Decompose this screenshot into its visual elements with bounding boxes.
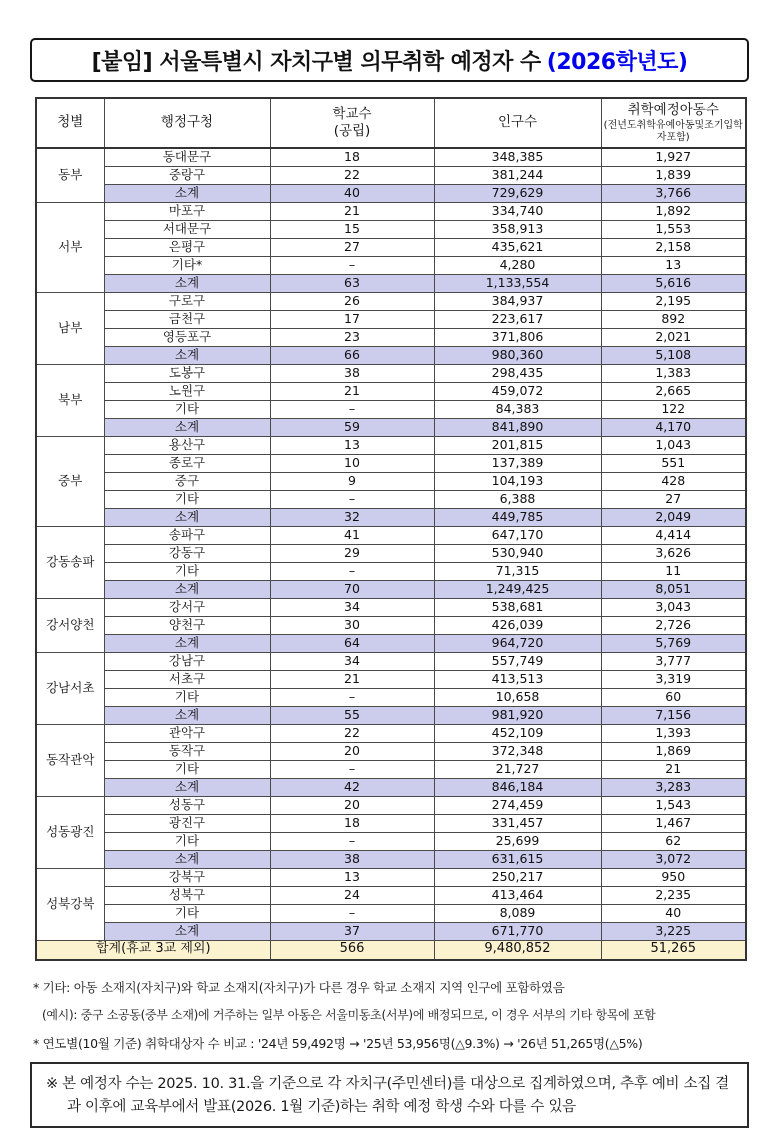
children-cell: 62 [601,832,746,850]
subtotal-population-cell: 846,184 [434,778,601,796]
subtotal-label-cell: 소계 [104,346,270,364]
subtotal-row [36,634,746,652]
district-cell: 동작구 [104,742,270,760]
region-cell: 강서양천 [36,598,104,652]
header-district: 행정구청 [104,98,270,148]
population-cell: 459,072 [434,382,601,400]
children-cell: 4,414 [601,526,746,544]
children-cell: 950 [601,868,746,886]
children-cell: 1,553 [601,220,746,238]
subtotal-children-cell: 2,049 [601,508,746,526]
schools-cell: 9 [270,472,434,490]
region-cell: 동부 [36,148,104,202]
table-row [36,454,746,472]
subtotal-population-cell: 964,720 [434,634,601,652]
schools-cell: – [270,904,434,922]
subtotal-row [36,580,746,598]
population-cell: 435,621 [434,238,601,256]
table-header-row [36,98,746,148]
population-cell: 381,244 [434,166,601,184]
table-row [36,598,746,616]
subtotal-row [36,418,746,436]
children-cell: 1,543 [601,796,746,814]
population-cell: 334,740 [434,202,601,220]
population-cell: 538,681 [434,598,601,616]
schools-cell: – [270,760,434,778]
district-cell: 서초구 [104,670,270,688]
population-cell: 372,348 [434,742,601,760]
schools-cell: 18 [270,814,434,832]
population-cell: 104,193 [434,472,601,490]
table-row [36,904,746,922]
schools-cell: 21 [270,382,434,400]
header-schools-line2: (공립) [333,123,371,139]
table-row [36,328,746,346]
table-row [36,688,746,706]
header-children-line1: 취학예정아동수 [627,101,719,118]
children-cell: 1,892 [601,202,746,220]
subtotal-label-cell: 소계 [104,274,270,292]
total-children-cell: 51,265 [601,940,746,960]
total-row [36,940,746,960]
population-cell: 530,940 [434,544,601,562]
table-row [36,760,746,778]
children-cell: 892 [601,310,746,328]
population-cell: 10,658 [434,688,601,706]
population-cell: 250,217 [434,868,601,886]
table-row [36,544,746,562]
district-cell: 기타* [104,256,270,274]
header-schools [270,98,434,148]
subtotal-schools-cell: 55 [270,706,434,724]
population-cell: 84,383 [434,400,601,418]
district-cell: 성북구 [104,886,270,904]
subtotal-population-cell: 671,770 [434,922,601,940]
subtotal-row [36,274,746,292]
table-row [36,796,746,814]
schools-cell: 21 [270,670,434,688]
subtotal-label-cell: 소계 [104,580,270,598]
total-population-cell: 9,480,852 [434,940,601,960]
children-cell: 27 [601,490,746,508]
header-children [601,98,746,148]
district-cell: 용산구 [104,436,270,454]
children-cell: 1,467 [601,814,746,832]
subtotal-population-cell: 1,133,554 [434,274,601,292]
children-cell: 2,158 [601,238,746,256]
document-title [30,38,749,82]
table-row [36,652,746,670]
header-population: 인구수 [434,98,601,148]
subtotal-children-cell: 8,051 [601,580,746,598]
schools-cell: 34 [270,652,434,670]
population-cell: 452,109 [434,724,601,742]
subtotal-label-cell: 소계 [104,508,270,526]
schools-cell: 38 [270,364,434,382]
population-cell: 358,913 [434,220,601,238]
schools-cell: – [270,400,434,418]
table-row [36,382,746,400]
table-row [36,472,746,490]
district-cell: 성동구 [104,796,270,814]
population-cell: 274,459 [434,796,601,814]
note-box [30,1062,749,1128]
schools-cell: – [270,490,434,508]
footnote-example: (예시): 중구 소공동(중부 소재)에 거주하는 일부 아동은 서울미동초(서부)에 배정되므로, 이 경우 서부의 기타 항목에 포함 [42,1008,656,1022]
district-cell: 마포구 [104,202,270,220]
subtotal-row [36,346,746,364]
schools-cell: 15 [270,220,434,238]
district-cell: 기타 [104,688,270,706]
schools-cell: – [270,562,434,580]
district-cell: 관악구 [104,724,270,742]
children-cell: 2,665 [601,382,746,400]
region-cell: 성북강북 [36,868,104,940]
district-cell: 영등포구 [104,328,270,346]
subtotal-children-cell: 3,283 [601,778,746,796]
subtotal-children-cell: 3,225 [601,922,746,940]
table-row [36,526,746,544]
district-cell: 강동구 [104,544,270,562]
district-cell: 광진구 [104,814,270,832]
children-cell: 1,927 [601,148,746,166]
district-cell: 강북구 [104,868,270,886]
table-row [36,166,746,184]
region-cell: 남부 [36,292,104,364]
table-row [36,724,746,742]
schools-cell: 17 [270,310,434,328]
schools-cell: 18 [270,148,434,166]
table-row [36,562,746,580]
subtotal-schools-cell: 42 [270,778,434,796]
subtotal-label-cell: 소계 [104,634,270,652]
title-year: (2026학년도) [546,49,688,75]
district-cell: 기타 [104,400,270,418]
subtotal-children-cell: 5,108 [601,346,746,364]
subtotal-population-cell: 981,920 [434,706,601,724]
population-cell: 331,457 [434,814,601,832]
subtotal-population-cell: 841,890 [434,418,601,436]
subtotal-label-cell: 소계 [104,184,270,202]
children-cell: 1,043 [601,436,746,454]
population-cell: 384,937 [434,292,601,310]
subtotal-label-cell: 소계 [104,850,270,868]
schools-cell: – [270,256,434,274]
subtotal-children-cell: 3,072 [601,850,746,868]
subtotal-population-cell: 980,360 [434,346,601,364]
population-cell: 8,089 [434,904,601,922]
schools-cell: 22 [270,166,434,184]
subtotal-population-cell: 449,785 [434,508,601,526]
district-cell: 은평구 [104,238,270,256]
subtotal-schools-cell: 59 [270,418,434,436]
children-cell: 13 [601,256,746,274]
title-text: [붙임] 서울특별시 자치구별 의무취학 예정자 수 [91,49,541,75]
district-cell: 종로구 [104,454,270,472]
children-cell: 2,235 [601,886,746,904]
children-cell: 3,777 [601,652,746,670]
children-cell: 2,195 [601,292,746,310]
footnote-etc: * 기타: 아동 소재지(자치구)와 학교 소재지(자치구)가 다른 경우 학교 소재지 지역 인구에 포함하였음 [33,980,565,995]
district-cell: 기타 [104,562,270,580]
total-schools-cell: 566 [270,940,434,960]
table-row [36,832,746,850]
population-cell: 4,280 [434,256,601,274]
district-cell: 기타 [104,490,270,508]
children-cell: 3,043 [601,598,746,616]
table-row [36,886,746,904]
children-cell: 1,393 [601,724,746,742]
children-cell: 1,839 [601,166,746,184]
subtotal-schools-cell: 37 [270,922,434,940]
district-cell: 강서구 [104,598,270,616]
children-cell: 40 [601,904,746,922]
population-cell: 25,699 [434,832,601,850]
subtotal-population-cell: 1,249,425 [434,580,601,598]
district-cell: 동대문구 [104,148,270,166]
district-cell: 양천구 [104,616,270,634]
population-cell: 71,315 [434,562,601,580]
population-cell: 557,749 [434,652,601,670]
children-cell: 2,021 [601,328,746,346]
population-cell: 647,170 [434,526,601,544]
population-cell: 413,513 [434,670,601,688]
subtotal-row [36,706,746,724]
children-cell: 3,319 [601,670,746,688]
region-cell: 강동송파 [36,526,104,598]
children-cell: 60 [601,688,746,706]
population-cell: 6,388 [434,490,601,508]
header-children-line2: (전년도취학유예아동및조기입학자포함) [603,120,743,143]
population-cell: 371,806 [434,328,601,346]
subtotal-label-cell: 소계 [104,418,270,436]
schools-cell: 34 [270,598,434,616]
children-cell: 122 [601,400,746,418]
header-region: 청별 [36,98,104,148]
region-cell: 중부 [36,436,104,526]
region-cell: 강남서초 [36,652,104,724]
table-row [36,670,746,688]
table-row [36,490,746,508]
district-cell: 강남구 [104,652,270,670]
subtotal-children-cell: 4,170 [601,418,746,436]
table-row [36,202,746,220]
district-cell: 구로구 [104,292,270,310]
subtotal-schools-cell: 40 [270,184,434,202]
region-cell: 북부 [36,364,104,436]
children-cell: 11 [601,562,746,580]
table-row [36,868,746,886]
population-cell: 413,464 [434,886,601,904]
subtotal-children-cell: 5,616 [601,274,746,292]
schools-cell: 23 [270,328,434,346]
subtotal-schools-cell: 63 [270,274,434,292]
children-cell: 3,626 [601,544,746,562]
subtotal-children-cell: 3,766 [601,184,746,202]
district-cell: 중구 [104,472,270,490]
district-cell: 중랑구 [104,166,270,184]
table-row [36,292,746,310]
subtotal-population-cell: 631,615 [434,850,601,868]
table-row [36,148,746,166]
table-row [36,256,746,274]
table-row [36,238,746,256]
district-cell: 기타 [104,832,270,850]
schools-cell: – [270,688,434,706]
subtotal-schools-cell: 66 [270,346,434,364]
subtotal-children-cell: 5,769 [601,634,746,652]
subtotal-schools-cell: 70 [270,580,434,598]
population-cell: 298,435 [434,364,601,382]
table-row [36,616,746,634]
schools-cell: 20 [270,742,434,760]
enrollment-table [35,97,747,961]
schools-cell: 30 [270,616,434,634]
population-cell: 201,815 [434,436,601,454]
schools-cell: – [270,832,434,850]
district-cell: 도봉구 [104,364,270,382]
children-cell: 1,869 [601,742,746,760]
schools-cell: 21 [270,202,434,220]
region-cell: 성동광진 [36,796,104,868]
table-row [36,310,746,328]
schools-cell: 26 [270,292,434,310]
table-row [36,220,746,238]
subtotal-schools-cell: 38 [270,850,434,868]
subtotal-row [36,184,746,202]
district-cell: 금천구 [104,310,270,328]
subtotal-label-cell: 소계 [104,922,270,940]
district-cell: 노원구 [104,382,270,400]
table-row [36,364,746,382]
enrollment-table-body [36,148,746,960]
subtotal-schools-cell: 32 [270,508,434,526]
subtotal-label-cell: 소계 [104,778,270,796]
schools-cell: 13 [270,868,434,886]
children-cell: 1,383 [601,364,746,382]
schools-cell: 10 [270,454,434,472]
children-cell: 2,726 [601,616,746,634]
region-cell: 서부 [36,202,104,292]
schools-cell: 22 [270,724,434,742]
footnote-yearly-comparison: * 연도별(10월 기준) 취학대상자 수 비교 : '24년 59,492명 → '25년 53,956명(△9.3%) → '26년 51,265명(△5%) [33,1036,643,1051]
children-cell: 428 [601,472,746,490]
district-cell: 서대문구 [104,220,270,238]
subtotal-schools-cell: 64 [270,634,434,652]
schools-cell: 29 [270,544,434,562]
table-row [36,436,746,454]
population-cell: 137,389 [434,454,601,472]
table-row [36,814,746,832]
total-label-cell: 합계(휴교 3교 제외) [36,940,270,960]
subtotal-label-cell: 소계 [104,706,270,724]
note-text: ※ 본 예정자 수는 2025. 10. 31.을 기준으로 각 자치구(주민센터)를 대상으로 집계하였으며, 추후 예비 소집 결과 이후에 교육부에서 발표(2026. 1월 기준)하는 취학 예정 학생 수와 다를 수 있음 [46,1076,729,1116]
subtotal-row [36,508,746,526]
subtotal-row [36,922,746,940]
population-cell: 348,385 [434,148,601,166]
region-cell: 동작관악 [36,724,104,796]
population-cell: 426,039 [434,616,601,634]
subtotal-children-cell: 7,156 [601,706,746,724]
schools-cell: 27 [270,238,434,256]
subtotal-row [36,850,746,868]
schools-cell: 24 [270,886,434,904]
schools-cell: 41 [270,526,434,544]
schools-cell: 13 [270,436,434,454]
children-cell: 551 [601,454,746,472]
district-cell: 기타 [104,760,270,778]
subtotal-row [36,778,746,796]
schools-cell: 20 [270,796,434,814]
table-row [36,742,746,760]
subtotal-population-cell: 729,629 [434,184,601,202]
header-schools-line1: 학교수 [332,105,372,122]
population-cell: 223,617 [434,310,601,328]
district-cell: 기타 [104,904,270,922]
population-cell: 21,727 [434,760,601,778]
children-cell: 21 [601,760,746,778]
table-row [36,400,746,418]
district-cell: 송파구 [104,526,270,544]
